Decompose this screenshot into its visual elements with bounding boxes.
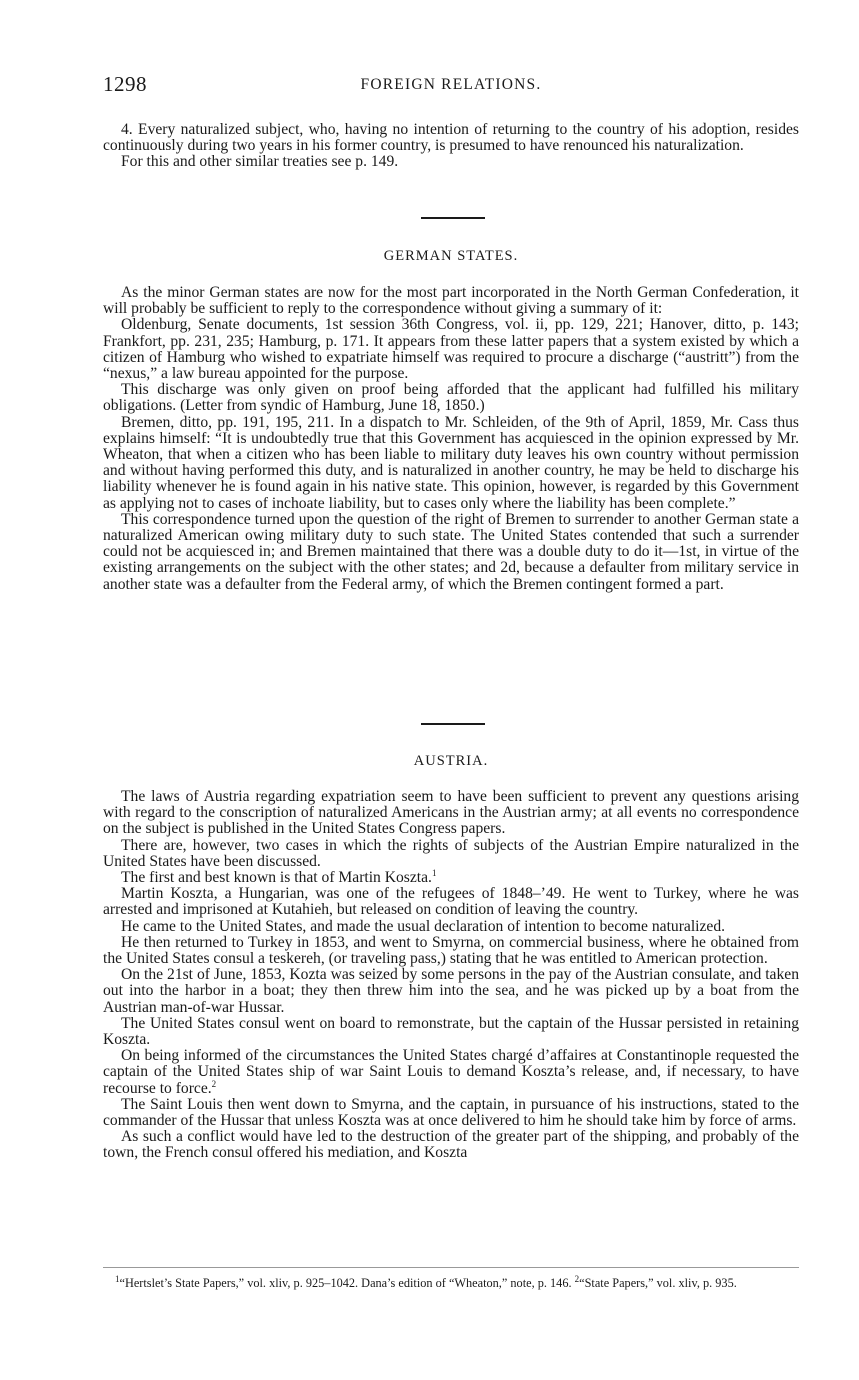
paragraph: He then returned to Turkey in 1853, and went to Smyrna, on commercial business, where he obtained from the United States consul a teskereh, (or traveling pass,) stating that he was entitled to American protection. [103, 933, 799, 968]
paragraph: The Saint Louis then went down to Smyrna, and the captain, in pursuance of his instructions, stated to the commander of the Hussar that unless Koszta was at once delivered to him he should take him by force of arms. [103, 1095, 799, 1130]
paragraph: There are, however, two cases in which the rights of subjects of the Austrian Empire naturalized in the United States have been discussed. [103, 836, 799, 870]
page-number: 1298 [103, 72, 147, 96]
paragraph: The United States consul went on board to remonstrate, but the captain of the Hussar persisted in retaining Koszta. [103, 1014, 799, 1049]
german-states-section [103, 285, 799, 593]
section-title-german-states: GERMAN STATES. [383, 248, 519, 264]
paragraph: He came to the United States, and made the usual declaration of intention to become naturalized. [121, 917, 726, 935]
paragraph [103, 1048, 799, 1097]
intro-section [103, 122, 799, 171]
page-header [103, 72, 799, 100]
paragraph: Bremen, ditto, pp. 191, 195, 211. In a dispatch to Mr. Schleiden, of the 9th of April, 1859, Mr. Cass thus explains himself: “It is undoubtedly true that this Government has acquiesced in the opinion expressed by Mr. Wheaton, that when a citizen who has been liable to military duty leaves his own country without permission and without having performed this duty, and is naturalized in another country, he may be held to discharge his liability whenever he is found again in his native state. This opinion, however, is regarded by this Government as applying not to cases of inchoate liability, but to cases only where the liability has been complete.” [103, 413, 799, 512]
footnote-reference: 1 [431, 867, 437, 878]
footnote-divider [103, 1267, 799, 1268]
paragraph: 4. Every naturalized subject, who, having no intention of returning to the country of his adoption, resides continuously during two years in his former country, is presumed to have renounced his naturalization. [103, 121, 799, 155]
footnotes [103, 1273, 799, 1290]
first-case-text: The first and best known is that of Martin Koszta. [121, 869, 432, 887]
footnote-text [103, 1273, 799, 1290]
paragraph: For this and other similar treaties see p. 149. [121, 153, 399, 171]
paragraph: Oldenburg, Senate documents, 1st session 36th Congress, vol. ii, pp. 129, 221; Hanover, ditto, p. 143; Frankfort, pp. 231, 235; Hamburg, p. 171. It appears from these latter papers that a system existed by which a citizen of Hamburg who wished to expatriate himself was required to procure a discharge (“austritt”) from the “nexus,” a law bureau appointed for the purpose. [103, 316, 799, 383]
footnote-1: “Hertslet’s State Papers,” vol. xliv, p. 925–1042. Dana’s edition of “Wheaton,” note, p. 146. [119, 1276, 572, 1290]
charge-paragraph-text: On being informed of the circumstances the United States chargé d’affaires at Constantinople requested the captain of the United States ship of war Saint Louis to demand Koszta’s release, and, if necessary, to have recourse to force. [103, 1047, 799, 1097]
section-title-austria: AUSTRIA. [413, 753, 489, 769]
section-divider [421, 217, 485, 219]
austria-section [103, 789, 799, 1162]
section-divider [421, 723, 485, 725]
footnote-mark: 2 [574, 1273, 580, 1284]
footnote-mark: 1 [115, 1273, 120, 1284]
running-head: FOREIGN RELATIONS. [360, 76, 542, 93]
paragraph: The laws of Austria regarding expatriation seem to have been sufficient to prevent any questions arising with regard to the conscription of naturalized Americans in the Austrian army; at all events no correspondence on the subject is published in the United States Congress papers. [103, 788, 799, 838]
paragraph: Martin Koszta, a Hungarian, was one of the refugees of 1848–’49. He went to Turkey, where he was arrested and imprisoned at Kutahieh, but released on condition of leaving the country. [103, 885, 799, 919]
footnote-2: “State Papers,” vol. xliv, p. 935. [579, 1276, 737, 1290]
footnote-reference: 2 [211, 1078, 217, 1089]
paragraph [103, 867, 799, 887]
paragraph: As the minor German states are now for the most part incorporated in the North German Confederation, it will probably be sufficient to reply to the correspondence without giving a summary of it: [103, 284, 799, 318]
paragraph: This discharge was only given on proof being afforded that the applicant had fulfilled his military obligations. (Letter from syndic of Hamburg, June 18, 1850.) [103, 381, 799, 415]
paragraph: As such a conflict would have led to the destruction of the greater part of the shipping, and probably of the town, the French consul offered his mediation, and Koszta [103, 1128, 799, 1162]
paragraph: On the 21st of June, 1853, Kozta was seized by some persons in the pay of the Austrian consulate, and taken out into the harbor in a boat; they then threw him into the sea, and he was picked up by a boat from the Austrian man-of-war Hussar. [103, 966, 799, 1016]
paragraph: This correspondence turned upon the question of the right of Bremen to surrender to another German state a naturalized American owing military duty to such state. The United States contended that such a surrender could not be acquiesced in; and Bremen maintained that there was a double duty to do it—1st, in virtue of the existing arrangements on the subject with the other states; and 2d, because a defaulter from military service in another state was a defaulter from the Federal army, of which the Bremen contingent formed a part. [103, 510, 799, 593]
